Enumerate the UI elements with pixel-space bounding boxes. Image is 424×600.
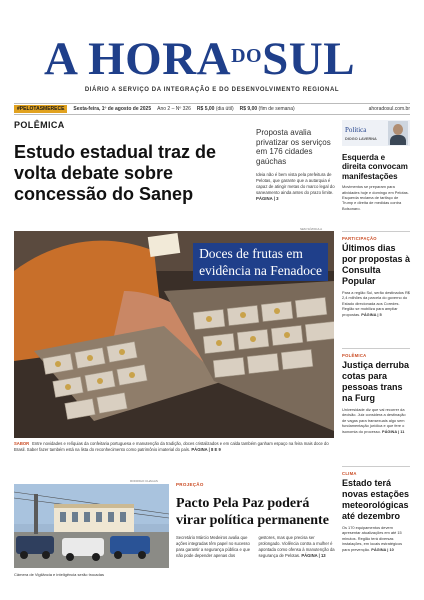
photo-credit: SEM SÓ/PAULA (300, 227, 323, 231)
sidebar-story-1-body: Movimentos se preparam para atividades hoje e domingo em Pelotas. Esquerda reclama de tarifaço de Trump e direita de medidas contra Bolsonaro. (342, 184, 409, 211)
edition-number: Ano 2 – Nº 326 (157, 106, 191, 112)
website-link[interactable]: ahoradosul.com.br (368, 106, 410, 112)
bottom-photo-caption: Câmera de Vigilância e inteligência serão trocadas (14, 572, 104, 577)
author-avatar (388, 121, 408, 145)
mid-story-body: Ideia não é bem vista pela prefeitura de Pelotas, que garante que a autarquia é capaz de atingir metas do marco legal do saneamento ainda antes do prazo limite. PÁGINA | 3 (256, 172, 335, 201)
hashtag-badge[interactable]: #PELOTASMERECE (14, 105, 67, 113)
sidebar-story-4-headline: Estado terá novas estações meteorológicas até dezembro (342, 478, 410, 521)
bottom-story-photo[interactable] (14, 484, 169, 568)
bottom-photo-credit: RODRIGO CHAGAS (130, 479, 158, 483)
newspaper-logo[interactable] (44, 34, 355, 93)
bottom-story-body: Secretário Márcio Medeiros avalia que ações integradas têm papel no sucesso para garantir a segurança pública e que não pode depender apenas dos gestores, mas que precisa ser prolongado. Violência contra a mulher é apontada como ofensa à manutenção da segurança de Pelotas. PÁGINA | 13 (176, 535, 335, 558)
photo-caption: SABOR Entre novidades e relíquias da confeitaria portuguesa e manutenção da tradição, doces cristalizados e em calda também ganham espaço na feira mais doce do Brasil. Saber fazer também está na lista do reconhecimento como patrimônio imaterial do país. PÁGINA | 8 E 9 (14, 441, 329, 452)
bottom-story-headline[interactable]: Pacto Pela Paz poderá virar política permanente (176, 496, 329, 528)
info-bar (14, 103, 410, 115)
sidebar-story-3[interactable] (342, 353, 410, 434)
sidebar-story-1[interactable] (342, 151, 410, 211)
bottom-story (176, 482, 336, 559)
mid-story-headline[interactable]: Proposta avalia privatizar os serviços em 176 cidades gaúchas (256, 128, 331, 166)
main-story-kicker: POLÊMICA (14, 120, 65, 130)
logo-do: DO (231, 45, 263, 67)
photo-caption-label: SABOR (14, 441, 30, 446)
bottom-story-kicker: PROJEÇÃO (176, 482, 204, 487)
sidebar-story-2-body: Para a região Sul, serão destinados R$ 2,4 milhões da parcela do governo do Estado direcionada aos Coredes. Região se mobiliza para ampliar propostas. PÁGINA | 5 (342, 290, 410, 317)
sidebar-story-3-kicker: POLÊMICA (342, 353, 367, 358)
price-weekend: R$ 9,00 (fim de semana) (239, 106, 295, 112)
logo-main: A HORA (44, 33, 232, 85)
sidebar (342, 120, 410, 600)
fenadoce-photo[interactable] (14, 231, 334, 438)
sidebar-story-4-kicker: CLIMA (342, 471, 357, 476)
sidebar-story-4[interactable] (342, 471, 410, 552)
price-weekday: R$ 5,00 (dia útil) (196, 106, 234, 112)
opinion-author: DIOGO LAVERNA (345, 137, 377, 141)
opinion-box[interactable] (342, 120, 410, 146)
sidebar-story-3-body: Universidade diz que vai recorrer da decisão. Juiz considera a destinação de vagas para transexuais algo sem fundamentação jurídica e que fere o isonomia do processo. PÁGINA | 11 (342, 407, 406, 434)
tagline: DIÁRIO A SERVIÇO DA INTEGRAÇÃO E DO DESENVOLVIMENTO REGIONAL (84, 87, 340, 93)
opinion-title: Política (345, 126, 367, 134)
issue-date: Sexta-feira, 1º de agosto de 2025 (73, 106, 152, 112)
main-headline[interactable]: Estudo estadual traz de volta debate sobre concessão do Sanep (14, 142, 217, 204)
masthead (0, 0, 424, 100)
mid-story (256, 128, 338, 202)
sidebar-story-4-body: Os 170 equipamentos devem apresentar atualizações em até 15 minutos. Região terá diversas instalações, em locais estratégicos para prevenção. PÁGINA | 10 (342, 525, 403, 552)
photo-headline-banner[interactable]: Doces de frutas em evidência na Fenadoce (193, 243, 328, 281)
vehicles-illustration (14, 484, 169, 568)
sidebar-story-2[interactable] (342, 236, 410, 317)
sidebar-story-2-headline: Últimos dias por propostas à Consulta Popular (342, 243, 411, 286)
sidebar-story-3-headline: Justiça derruba cotas para pessoas trans na Furg (342, 360, 410, 403)
sidebar-story-1-headline: Esquerda e direita convocam manifestações (342, 153, 408, 181)
main-story-kicker-wrap (14, 120, 248, 130)
logo-end: SUL (262, 33, 356, 85)
sidebar-story-2-kicker: PARTICIPAÇÃO (342, 236, 377, 241)
